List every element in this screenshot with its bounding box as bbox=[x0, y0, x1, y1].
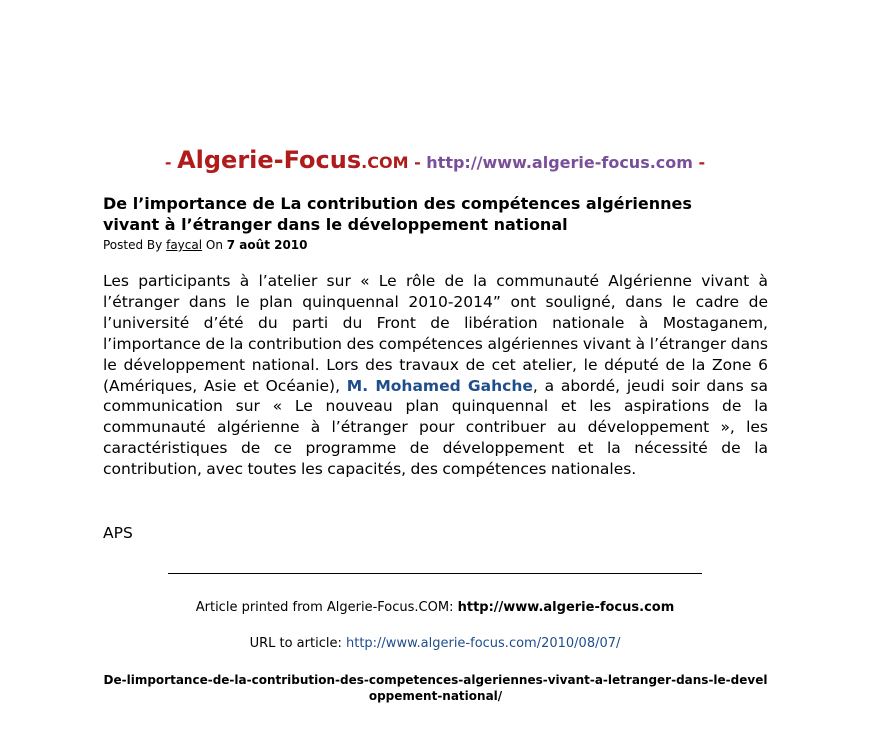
author-link[interactable]: faycal bbox=[166, 238, 203, 252]
article-title-line-1: De l’importance de La contribution des compétences algériennes bbox=[103, 194, 692, 213]
brand-suffix: .COM bbox=[361, 153, 409, 172]
masthead-dash-right: - bbox=[698, 153, 706, 172]
printed-from-line bbox=[0, 600, 870, 615]
article-slug[interactable]: De-limportance-de-la-contribution-des-competences-algeriennes-vivant-a-letranger-dans-le-developpement-national/ bbox=[103, 673, 768, 703]
byline bbox=[103, 238, 308, 252]
body-text-before: Les participants à l’atelier sur « Le rôle de la communauté Algérienne vivant à l’étranger dans le plan quinquennal 2010-2014” ont souligné, dans le cadre de l’université d’été du parti du Front de libération nationale à Mostaganem, l’importance de la contribution des compétences algériennes vivant à l’étranger dans le développement national. Lors des travaux de cet atelier, le député de la Zone 6 (Amériques, Asie et Océanie), bbox=[103, 272, 768, 395]
masthead bbox=[0, 146, 870, 174]
person-name: M. Mohamed Gahche bbox=[346, 376, 533, 395]
masthead-dash-left: - bbox=[164, 153, 172, 172]
on-label: On bbox=[205, 238, 223, 252]
article-title bbox=[103, 193, 783, 235]
publish-date: 7 août 2010 bbox=[226, 238, 308, 252]
masthead-separator: - bbox=[414, 153, 421, 172]
body-text-after: , a abordé, jeudi soir dans sa communication sur « Le nouveau plan quinquennal et les aspirations de la communauté algérienne à l’étranger pour contribuer au développement », les caractéristiques de ce programme de développement et la nécessité de la contribution, avec toutes les capacités, des compétences nationales. bbox=[103, 376, 768, 479]
printed-from-url[interactable]: http://www.algerie-focus.com bbox=[457, 600, 675, 615]
site-url[interactable]: http://www.algerie-focus.com bbox=[426, 153, 693, 172]
footer-divider bbox=[168, 573, 702, 574]
article-body bbox=[103, 271, 768, 480]
article-source: APS bbox=[103, 524, 133, 542]
url-label: URL to article: bbox=[249, 636, 342, 651]
posted-by-label: Posted By bbox=[103, 238, 163, 252]
brand-name: Algerie-Focus bbox=[177, 146, 362, 174]
printed-from-label: Article printed from Algerie-Focus.COM: bbox=[195, 600, 454, 615]
article-url-line bbox=[0, 636, 870, 651]
article-title-line-2: vivant à l’étranger dans le développement national bbox=[103, 215, 568, 234]
article-url-link[interactable]: http://www.algerie-focus.com/2010/08/07/ bbox=[345, 636, 621, 651]
